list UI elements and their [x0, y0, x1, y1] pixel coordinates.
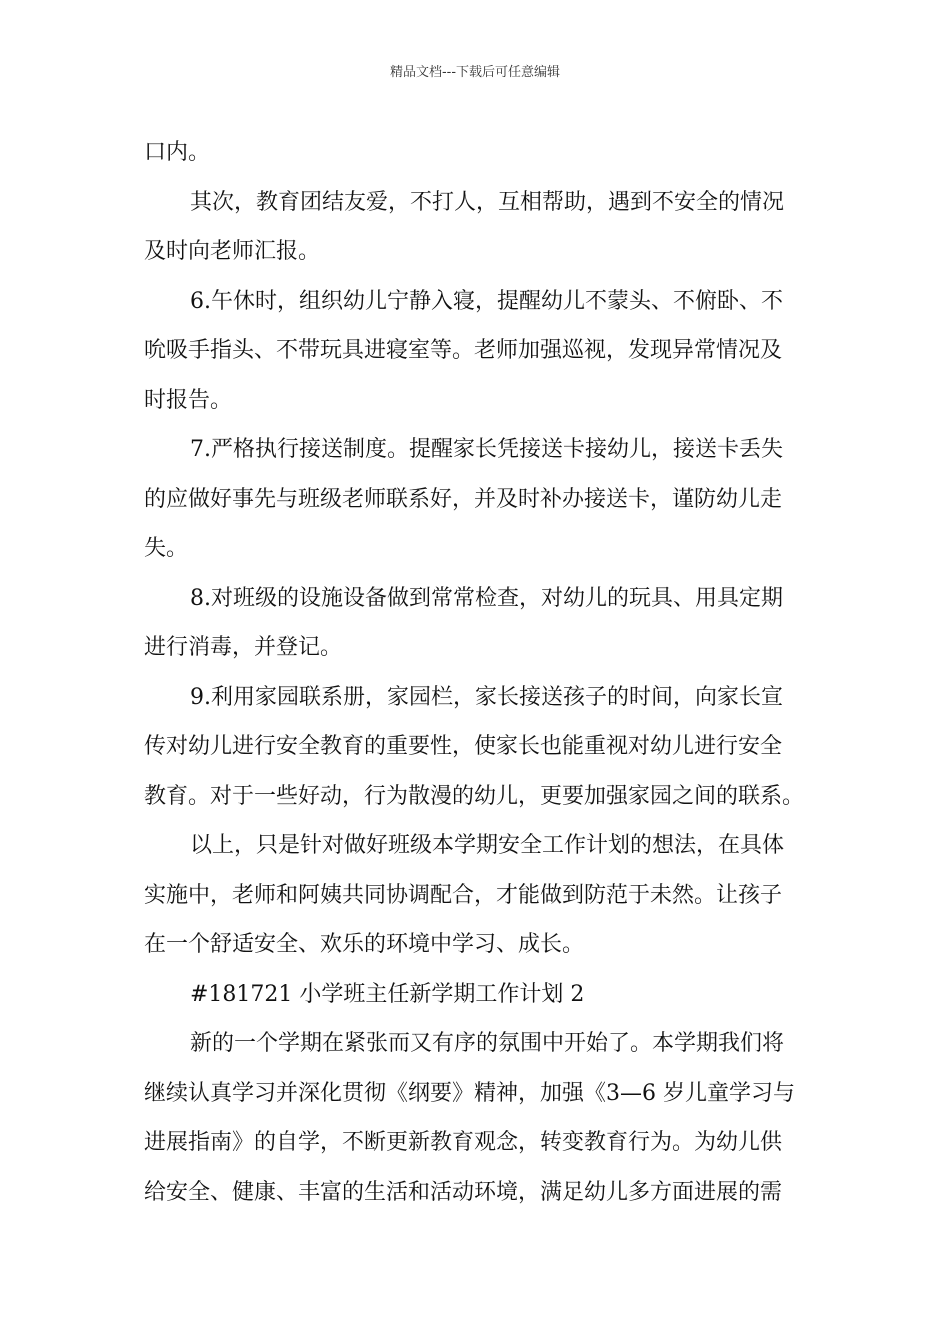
text-line: 9.利用家园联系册，家园栏，家长接送孩子的时间，向家长宣 — [190, 684, 783, 710]
text-line: 口内。 — [144, 140, 211, 165]
text-line: 进行消毒，并登记。 — [144, 635, 343, 660]
page-header: 精品文档---下载后可任意编辑 — [389, 65, 561, 80]
text-line: 在一个舒适安全、欢乐的环境中学习、成长。 — [144, 932, 585, 957]
text-line: 吮吸手指头、不带玩具进寝室等。老师加强巡视，发现异常情况及 — [144, 338, 783, 363]
text-line: 其次，教育团结友爱，不打人，互相帮助，遇到不安全的情况 — [190, 189, 785, 215]
text-line: 传对幼儿进行安全教育的重要性，使家长也能重视对幼儿进行安全 — [144, 734, 783, 759]
text-line: 继续认真学习并深化贯彻《纲要》精神，加强《3—6 岁儿童学习与 — [144, 1080, 795, 1106]
section-heading: #181721 小学班主任新学期工作计划 2 — [190, 981, 585, 1007]
text-line: 时报告。 — [144, 387, 233, 413]
text-line: 及时向老师汇报。 — [144, 239, 321, 264]
text-line: 教育。对于一些好动，行为散漫的幼儿，更要加强家园之间的联系。 — [144, 783, 805, 809]
text-line: 的应做好事先与班级老师联系好，并及时补办接送卡，谨防幼儿走 — [144, 486, 783, 512]
text-line: 实施中，老师和阿姨共同协调配合，才能做到防范于未然。让孩子 — [144, 882, 783, 908]
document-body — [144, 128, 808, 1217]
text-line: 6.午休时，组织幼儿宁静入寝，提醒幼儿不蒙头、不俯卧、不 — [190, 288, 783, 314]
text-line: 给安全、健康、丰富的生活和活动环境，满足幼儿多方面进展的需 — [144, 1179, 783, 1205]
text-line: 以上，只是针对做好班级本学期安全工作计划的想法，在具体 — [190, 833, 785, 858]
text-line: 7.严格执行接送制度。提醒家长凭接送卡接幼儿，接送卡丢失 — [190, 437, 783, 462]
text-line: 8.对班级的设施设备做到常常检查，对幼儿的玩具、用具定期 — [190, 585, 783, 611]
text-line: 进展指南》的自学，不断更新教育观念，转变教育行为。为幼儿供 — [144, 1130, 783, 1155]
text-line: 失。 — [144, 536, 189, 561]
text-line: 新的一个学期在紧张而又有序的氛围中开始了。本学期我们将 — [190, 1031, 785, 1056]
